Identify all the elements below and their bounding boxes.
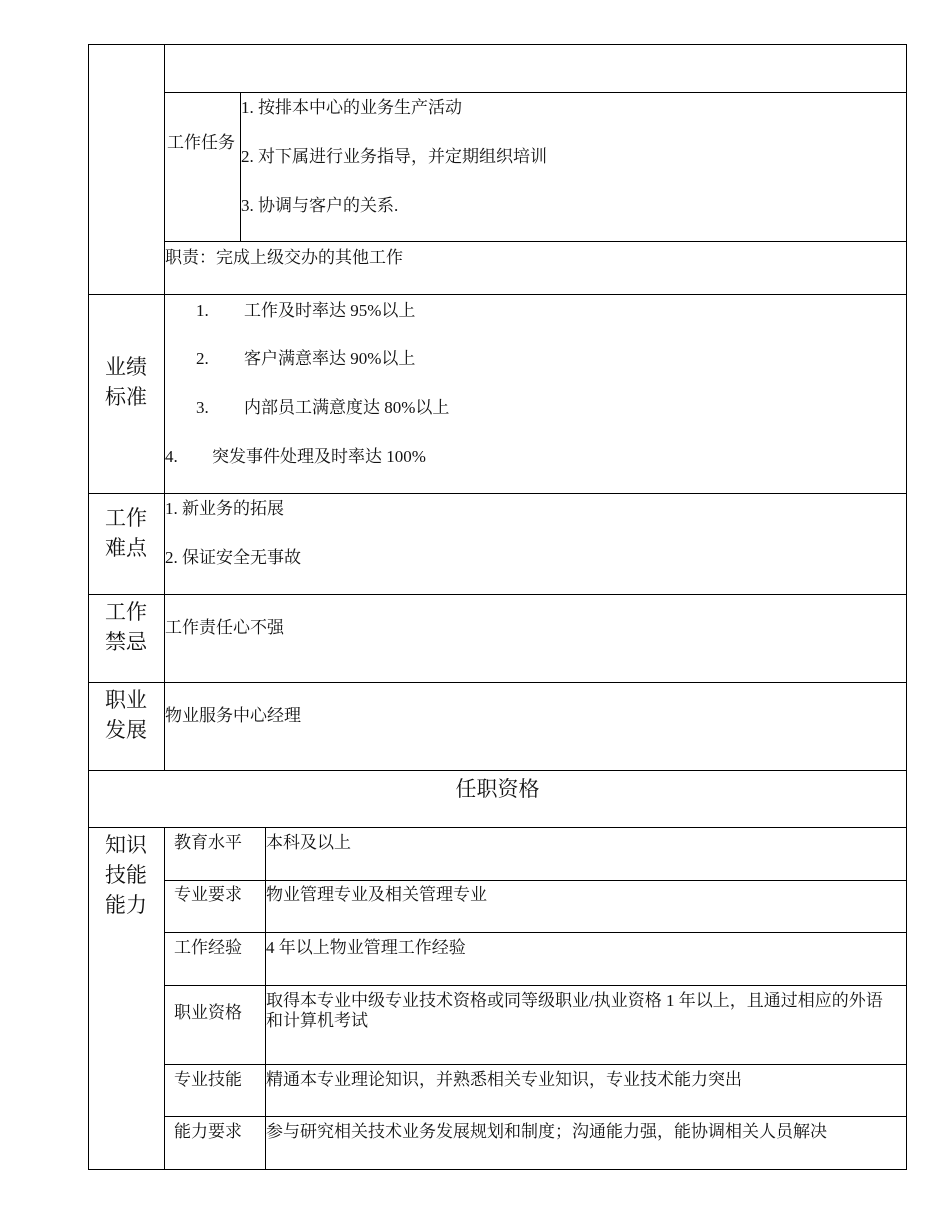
label-column-divider-lower (164, 827, 165, 1170)
qual-row-name: 教育水平 (174, 833, 242, 852)
performance-label: 业绩标准 (105, 355, 147, 409)
knowledge-skills-label: 知识技能能力 (105, 833, 147, 917)
row-line (164, 1064, 907, 1065)
qualifications-title: 任职资格 (455, 777, 540, 801)
task-sub-label: 工作任务 (167, 133, 235, 152)
row-line (88, 827, 907, 828)
row-line (164, 880, 907, 881)
performance-item-text: 客户满意率达 90%以上 (244, 349, 416, 368)
difficulty-item: 2. 保证安全无事故 (165, 548, 301, 567)
difficulty-item: 1. 新业务的拓展 (165, 499, 284, 518)
responsibility-text: 职责：完成上级交办的其他工作 (165, 248, 403, 267)
qual-row-name: 工作经验 (174, 938, 242, 957)
task-item: 3. 协调与客户的关系. (241, 196, 399, 215)
career-text: 物业服务中心经理 (165, 706, 301, 725)
performance-item-number: 3. (196, 398, 209, 417)
career-label: 职业发展 (105, 688, 147, 742)
qual-row-name: 专业要求 (174, 885, 242, 904)
row-line (164, 932, 907, 933)
performance-item-text: 突发事件处理及时率达 100% (212, 447, 426, 466)
row-line (164, 985, 907, 986)
qual-row-value: 物业管理专业及相关管理专业 (266, 885, 487, 904)
difficulties-label: 工作难点 (105, 506, 147, 560)
table-border-right (906, 44, 907, 1170)
row-line (88, 294, 907, 295)
table-border-top (88, 44, 907, 45)
row-line (88, 770, 907, 771)
qual-row-value: 取得本专业中级专业技术资格或同等级职业/执业资格 1 年以上，且通过相应的外语和计算机考试 (266, 991, 883, 1030)
table-border-bottom (88, 1169, 907, 1170)
performance-item-number: 4. (165, 447, 178, 466)
qual-row-name: 专业技能 (174, 1070, 242, 1089)
qual-row-value: 精通本专业理论知识，并熟悉相关专业知识，专业技术能力突出 (266, 1070, 742, 1089)
row-line (164, 1116, 907, 1117)
label-column-divider (164, 44, 165, 770)
row-line (88, 594, 907, 595)
qual-row-value: 本科及以上 (266, 833, 351, 852)
performance-item-number: 2. (196, 349, 209, 368)
qual-row-name: 能力要求 (174, 1122, 242, 1141)
performance-item-text: 工作及时率达 95%以上 (244, 301, 416, 320)
row-line (164, 92, 907, 93)
row-line (88, 493, 907, 494)
table-border-left (88, 44, 89, 1170)
task-item: 1. 按排本中心的业务生产活动 (241, 98, 462, 117)
task-item: 2. 对下属进行业务指导，并定期组织培训 (241, 147, 547, 166)
qual-row-value: 参与研究相关技术业务发展规划和制度；沟通能力强，能协调相关人员解决 (266, 1122, 827, 1141)
row-line (164, 241, 907, 242)
qual-row-name: 职业资格 (174, 1003, 242, 1022)
row-line (88, 682, 907, 683)
taboos-label: 工作禁忌 (105, 600, 147, 654)
performance-item-number: 1. (196, 301, 209, 320)
performance-item-text: 内部员工满意度达 80%以上 (244, 398, 450, 417)
qual-row-value: 4 年以上物业管理工作经验 (266, 938, 466, 957)
taboos-text: 工作责任心不强 (165, 618, 284, 637)
